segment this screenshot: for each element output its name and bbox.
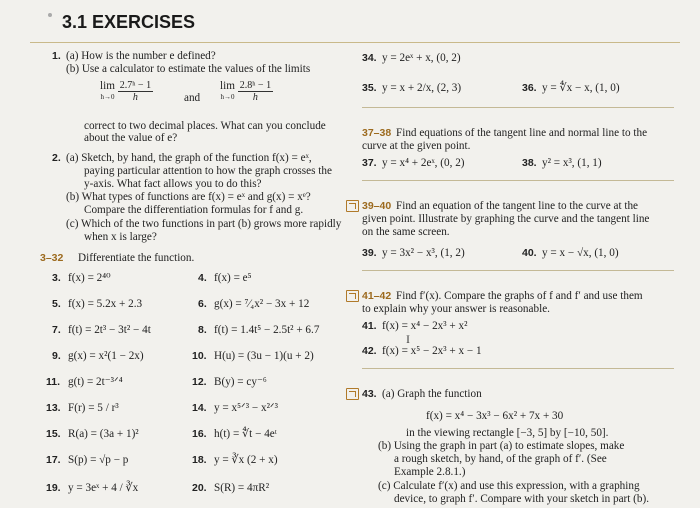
problem-36-number: 36. [522,82,537,94]
item-15-number: 15. [46,428,61,440]
problem-39-expr: y = 3x² − x³, (1, 2) [382,247,465,259]
problem-39-number: 39. [362,247,377,259]
item-5-number: 5. [52,298,61,310]
item-20-expr: S(R) = 4πR² [214,482,270,494]
group-37-38-label: 37–38 [362,127,392,139]
item-11-number: 11. [46,376,61,388]
item-18-number: 18. [192,454,207,466]
ex2-number: 2. [52,152,61,164]
item-10-number: 10. [192,350,207,362]
problem-34-number: 34. [362,52,377,64]
and-word: and [184,92,201,104]
divider-2 [362,180,674,181]
item-4-number: 4. [198,272,207,284]
lim-sub: h→0 [100,93,115,101]
item-6-expr: g(x) = ⁷⁄₄x² − 3x + 12 [214,298,310,310]
item-13-expr: F(r) = 5 / r³ [68,402,119,414]
item-9-expr: g(x) = x²(1 − 2x) [68,350,144,362]
problem-35-expr: y = x + 2/x, (2, 3) [382,82,462,94]
problem-43-part-b2: a rough sketch, by hand, of the graph of f′. (See [394,453,607,465]
ex1-conclude-1: correct to two decimal places. What can you conclude [84,120,326,132]
group-41-42-text-1: Find f′(x). Compare the graphs of f and f′ and use them [396,290,643,302]
ex2-a2: paying particular attention to how the graph crosses the [84,165,332,177]
item-11-expr: g(t) = 2t⁻³ᐟ⁴ [68,376,123,388]
section-title: 3.1 EXERCISES [62,12,196,32]
group-37-38-text-2: curve at the given point. [362,140,471,152]
item-16-number: 16. [192,428,207,440]
item-3-expr: f(x) = 2⁴⁰ [68,272,111,284]
ex1-number: 1. [52,50,61,62]
ex2-a3: y-axis. What fact allows you to do this? [84,178,262,190]
ex1-part-b: (b) Use a calculator to estimate the values of the limits [66,63,311,75]
group-39-40-text-2: given point. Illustrate by graphing the curve and the tangent line [362,213,650,225]
lim2-denominator: h [252,92,258,103]
group-39-40-label: 39–40 [362,200,392,212]
item-19-number: 19. [46,482,61,494]
problem-43-part-b3: Example 2.8.1.) [394,466,466,478]
item-8-number: 8. [198,324,207,336]
item-14-number: 14. [192,402,207,414]
problem-37-number: 37. [362,157,377,169]
item-6-number: 6. [198,298,207,310]
problem-41-expr: f(x) = x⁴ − 2x³ + x² [382,320,468,332]
lim-word: lim [100,80,115,92]
range-3-32-text: Differentiate the function. [78,252,195,264]
problem-42-expr: f(x) = x⁵ − 2x³ + x − 1 [382,345,482,357]
problem-42-number: 42. [362,345,377,357]
ex2-b2: Compare the differentiation formulas for f and g. [84,204,304,216]
problem-34-expr: y = 2eˣ + x, (0, 2) [382,52,461,64]
ex2-c1: (c) Which of the two functions in part (b) grows more rapidly [66,218,342,230]
group-39-40-text-3: on the same screen. [362,226,450,238]
ex1-part-a: (a) How is the number e defined? [66,50,216,62]
ex2-b1: (b) What types of functions are f(x) = eˣ and g(x) = xᵉ? [66,191,311,203]
item-18-expr: y = ∛x (2 + x) [214,454,278,466]
item-10-expr: H(u) = (3u − 1)(u + 2) [214,350,314,362]
item-8-expr: f(t) = 1.4t⁵ − 2.5t² + 6.7 [214,324,320,336]
bullet-dot [48,13,52,17]
lim-sub: h→0 [220,93,235,101]
problem-43-function: f(x) = x⁴ − 3x³ − 6x² + 7x + 30 [426,410,564,422]
text-cursor-icon: I [406,332,410,346]
problem-40-number: 40. [522,247,537,259]
problem-35-number: 35. [362,82,377,94]
problem-43-part-c1: (c) Calculate f′(x) and use this expression, with a graphing [378,480,640,492]
lim1-numerator: 2.7ʰ − 1 [119,80,152,91]
ex2-c2: when x is large? [84,231,157,243]
problem-43-viewing-rect: in the viewing rectangle [−3, 5] by [−10, 50]. [406,427,609,439]
header-rule [30,42,680,43]
item-13-number: 13. [46,402,61,414]
item-4-expr: f(x) = e⁵ [214,272,252,284]
item-17-number: 17. [46,454,61,466]
item-15-expr: R(a) = (3a + 1)² [68,428,139,440]
graphing-calculator-icon [346,388,359,400]
group-39-40-text-1: Find an equation of the tangent line to the curve at the [396,200,639,212]
problem-43-number: 43. [362,388,377,400]
group-41-42-text-2: to explain why your answer is reasonable. [362,303,550,315]
ex2-a1: (a) Sketch, by hand, the graph of the function f(x) = eˣ, [66,152,312,164]
range-3-32-label: 3–32 [40,252,64,264]
problem-38-number: 38. [522,157,537,169]
problem-38-expr: y² = x³, (1, 1) [542,157,602,169]
lim-word: lim [220,80,235,92]
item-16-expr: h(t) = ∜t − 4eᵗ [214,428,277,440]
divider-3 [362,270,674,271]
item-19-expr: y = 3eˣ + 4 / ∛x [68,482,139,494]
item-7-number: 7. [52,324,61,336]
group-37-38-text-1: Find equations of the tangent line and normal line to the [396,127,648,139]
graphing-calculator-icon [346,290,359,302]
divider-4 [362,368,674,369]
problem-40-expr: y = x − √x, (1, 0) [542,247,619,259]
item-12-expr: B(y) = cy⁻⁶ [214,376,267,388]
item-9-number: 9. [52,350,61,362]
problem-36-expr: y = ∜x − x, (1, 0) [542,82,620,94]
item-20-number: 20. [192,482,207,494]
lim2-numerator: 2.8ʰ − 1 [239,80,272,91]
problem-43-part-a: (a) Graph the function [382,388,482,400]
problem-37-expr: y = x⁴ + 2eˣ, (0, 2) [382,157,465,169]
problem-43-part-b1: (b) Using the graph in part (a) to estimate slopes, make [378,440,625,452]
limit-expression-1 [100,80,153,114]
item-12-number: 12. [192,376,207,388]
problem-43-part-c2: device, to graph f′. Compare with your sketch in part (b). [394,493,650,505]
item-14-expr: y = x⁵ᐟ³ − x²ᐟ³ [214,402,279,414]
item-17-expr: S(p) = √p − p [68,454,129,466]
limit-expression-2 [220,80,273,114]
item-5-expr: f(x) = 5.2x + 2.3 [68,298,143,310]
problem-41-number: 41. [362,320,377,332]
exercises-header [0,10,700,40]
divider-1 [362,107,674,108]
item-3-number: 3. [52,272,61,284]
lim1-denominator: h [132,92,138,103]
graphing-calculator-icon [346,200,359,212]
group-41-42-label: 41–42 [362,290,392,302]
ex1-conclude-2: about the value of e? [84,132,178,144]
item-7-expr: f(t) = 2t³ − 3t² − 4t [68,324,151,336]
